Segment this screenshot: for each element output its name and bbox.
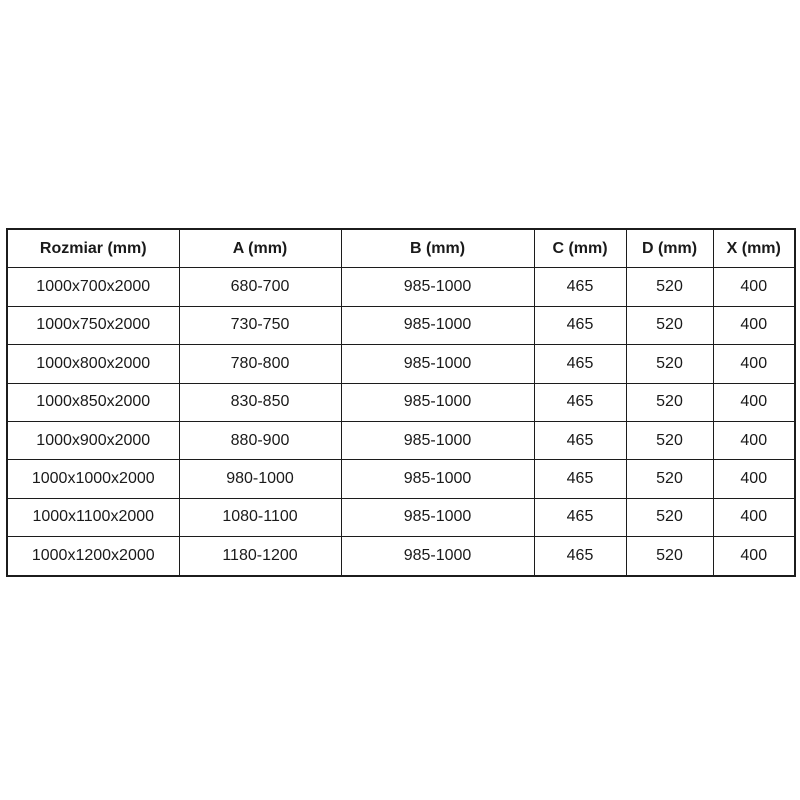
table-cell: 400 <box>713 345 795 383</box>
table-cell: 465 <box>534 537 626 576</box>
table-cell: 1000x800x2000 <box>7 345 179 383</box>
table-cell: 1000x1000x2000 <box>7 460 179 498</box>
table-row <box>7 268 795 306</box>
table-cell: 520 <box>626 537 713 576</box>
table-cell: 1000x850x2000 <box>7 383 179 421</box>
table-row <box>7 537 795 576</box>
table-cell: 985-1000 <box>341 537 534 576</box>
table-cell: 680-700 <box>179 268 341 306</box>
table-cell: 520 <box>626 306 713 344</box>
table-cell: 1000x1200x2000 <box>7 537 179 576</box>
table-cell: 985-1000 <box>341 498 534 536</box>
table-cell: 880-900 <box>179 421 341 459</box>
column-header: A (mm) <box>179 229 341 268</box>
column-header: C (mm) <box>534 229 626 268</box>
table-row <box>7 306 795 344</box>
table-cell: 465 <box>534 306 626 344</box>
table-cell: 465 <box>534 498 626 536</box>
table-row <box>7 460 795 498</box>
table-row <box>7 498 795 536</box>
table-row <box>7 383 795 421</box>
table-cell: 400 <box>713 383 795 421</box>
table-cell: 400 <box>713 460 795 498</box>
dimensions-table <box>6 228 796 577</box>
table-cell: 985-1000 <box>341 345 534 383</box>
table-cell: 520 <box>626 345 713 383</box>
table-cell: 400 <box>713 268 795 306</box>
table-cell: 1000x750x2000 <box>7 306 179 344</box>
table-cell: 520 <box>626 460 713 498</box>
table-cell: 520 <box>626 421 713 459</box>
table-cell: 520 <box>626 498 713 536</box>
table-header-row <box>7 229 795 268</box>
table-cell: 985-1000 <box>341 421 534 459</box>
column-header: D (mm) <box>626 229 713 268</box>
table-cell: 980-1000 <box>179 460 341 498</box>
table-row <box>7 421 795 459</box>
column-header: Rozmiar (mm) <box>7 229 179 268</box>
table-cell: 985-1000 <box>341 268 534 306</box>
table-cell: 520 <box>626 268 713 306</box>
table-cell: 400 <box>713 537 795 576</box>
table-cell: 465 <box>534 460 626 498</box>
table-cell: 730-750 <box>179 306 341 344</box>
table-cell: 830-850 <box>179 383 341 421</box>
table-cell: 985-1000 <box>341 460 534 498</box>
table-cell: 400 <box>713 421 795 459</box>
table-cell: 465 <box>534 345 626 383</box>
table-cell: 520 <box>626 383 713 421</box>
table-cell: 985-1000 <box>341 383 534 421</box>
table-cell: 1180-1200 <box>179 537 341 576</box>
table-cell: 1000x900x2000 <box>7 421 179 459</box>
column-header: B (mm) <box>341 229 534 268</box>
table-cell: 985-1000 <box>341 306 534 344</box>
table-cell: 465 <box>534 421 626 459</box>
table-cell: 1000x700x2000 <box>7 268 179 306</box>
table-cell: 1000x1100x2000 <box>7 498 179 536</box>
table-row <box>7 345 795 383</box>
table-cell: 400 <box>713 306 795 344</box>
table-cell: 465 <box>534 383 626 421</box>
table-cell: 1080-1100 <box>179 498 341 536</box>
table-cell: 780-800 <box>179 345 341 383</box>
table-cell: 465 <box>534 268 626 306</box>
table-cell: 400 <box>713 498 795 536</box>
column-header: X (mm) <box>713 229 795 268</box>
